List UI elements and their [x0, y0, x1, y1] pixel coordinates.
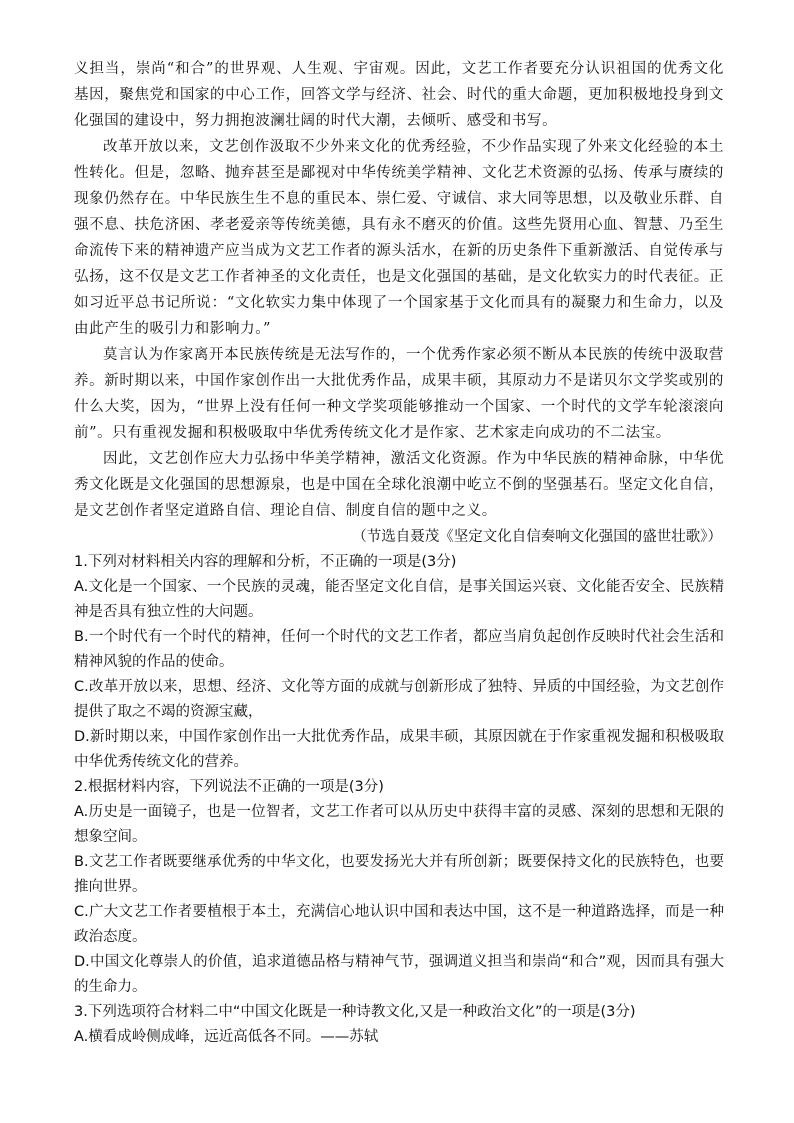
question-option: B.一个时代有一个时代的精神，任何一个时代的文艺工作者，都应当肩负起创作反映时代社会生活和精神风貌的作品的使命。 — [74, 629, 724, 670]
passage-paragraph: 义担当，崇尚“和合”的世界观、人生观、宇宙观。因此，文艺工作者要充分认识祖国的优秀文化基因，聚焦党和国家的中心工作，回答文学与经济、社会、时代的重大命题，更加积极地投身到文化强国的建设中，努力拥抱波澜壮阔的时代大潮，去倾听、感受和书写。 — [74, 61, 724, 129]
reading-passage — [74, 56, 724, 524]
passage-paragraph: 改革开放以来，文艺创作汲取不少外来文化的优秀经验，不少作品实现了外来文化经验的本土性转化。但是，忽略、抛弃甚至是鄙视对中华传统美学精神、文化艺术资源的弘扬、传承与赓续的现象仍然存在。中华民族生生不息的重民本、崇仁爱、守诚信、求大同等思想，以及敬业乐群、自强不息、扶危济困、孝老爱亲等传统美德，具有永不磨灭的价值。这些先贤用心血、智慧、乃至生命流传下来的精神遗产应当成为文艺工作者的源头活水，在新的历史条件下重新激活、自觉传承与弘扬，这不仅是文艺工作者神圣的文化责任，也是文化强国的基础，是文化软实力的时代表征。正如习近平总书记所说：“文化软实力集中体现了一个国家基于文化而具有的凝聚力和生命力，以及由此产生的吸引力和影响力。” — [74, 139, 724, 337]
question-option: A.文化是一个国家、一个民族的灵魂，能否坚定文化自信，是事关国运兴衰、文化能否安全、民族精神是否具有独立性的大问题。 — [74, 579, 724, 620]
question-option: C.广大文艺工作者要植根于本土，充满信心地认识中国和表达中国，这不是一种道路选择，而是一种政治态度。 — [74, 904, 724, 945]
passage-paragraph: 莫言认为作家离开本民族传统是无法写作的，一个优秀作家必须不断从本民族的传统中汲取营养。新时期以来，中国作家创作出一大批优秀作品，成果丰硕，其原动力不是诺贝尔文学奖或别的什么大奖，因为，“世界上没有任何一种文学奖项能够推动一个国家、一个时代的文学车轮滚滚向前”。只有重视发掘和积极吸取中华优秀传统文化才是作家、艺术家走向成功的不二法宝。 — [74, 347, 724, 441]
question-option: A.历史是一面镜子，也是一位智者，文艺工作者可以从历史中获得丰富的灵感、深刻的思想和无限的想象空间。 — [74, 804, 724, 845]
question-stem: 2.根据材料内容，下列说法不正确的一项是(3分) — [74, 779, 384, 795]
exam-page — [74, 56, 724, 1050]
question-stem: 3.下列选项符合材料二中“中国文化既是一种诗教文化,又是一种政治文化”的一项是(3分) — [74, 1004, 636, 1020]
question-option: A.横看成岭侧成峰，远近高低各不同。——苏轼 — [74, 1029, 379, 1045]
question-option: D.新时期以来，中国作家创作出一大批优秀作品，成果丰硕，其原因就在于作家重视发掘和积极吸取中华优秀传统文化的营养。 — [74, 729, 724, 770]
question-option: B.文艺工作者既要继承优秀的中华文化，也要发扬光大并有所创新；既要保持文化的民族特色，也要推向世界。 — [74, 854, 724, 895]
question-stem: 1.下列对材料相关内容的理解和分析，不正确的一项是(3分) — [74, 554, 457, 570]
passage-source: （节选自聂茂《坚定文化自信奏响文化强国的盛世壮歌》） — [352, 529, 722, 545]
question-list — [74, 550, 724, 1050]
question-option: D.中国文化尊崇人的价值，追求道德品格与精神气节，强调道义担当和崇尚“和合”观，因而具有强大的生命力。 — [74, 954, 724, 995]
question-option: C.改革开放以来，思想、经济、文化等方面的成就与创新形成了独特、异质的中国经验，为文艺创作提供了取之不竭的资源宝藏， — [74, 679, 724, 720]
passage-paragraph: 因此，文艺创作应大力弘扬中华美学精神，激活文化资源。作为中华民族的精神命脉，中华优秀文化既是文化强国的思想源泉，也是中国在全球化浪潮中屹立不倒的坚强基石。坚定文化自信，是文艺创作者坚定道路自信、理论自信、制度自信的题中之义。 — [74, 451, 724, 519]
